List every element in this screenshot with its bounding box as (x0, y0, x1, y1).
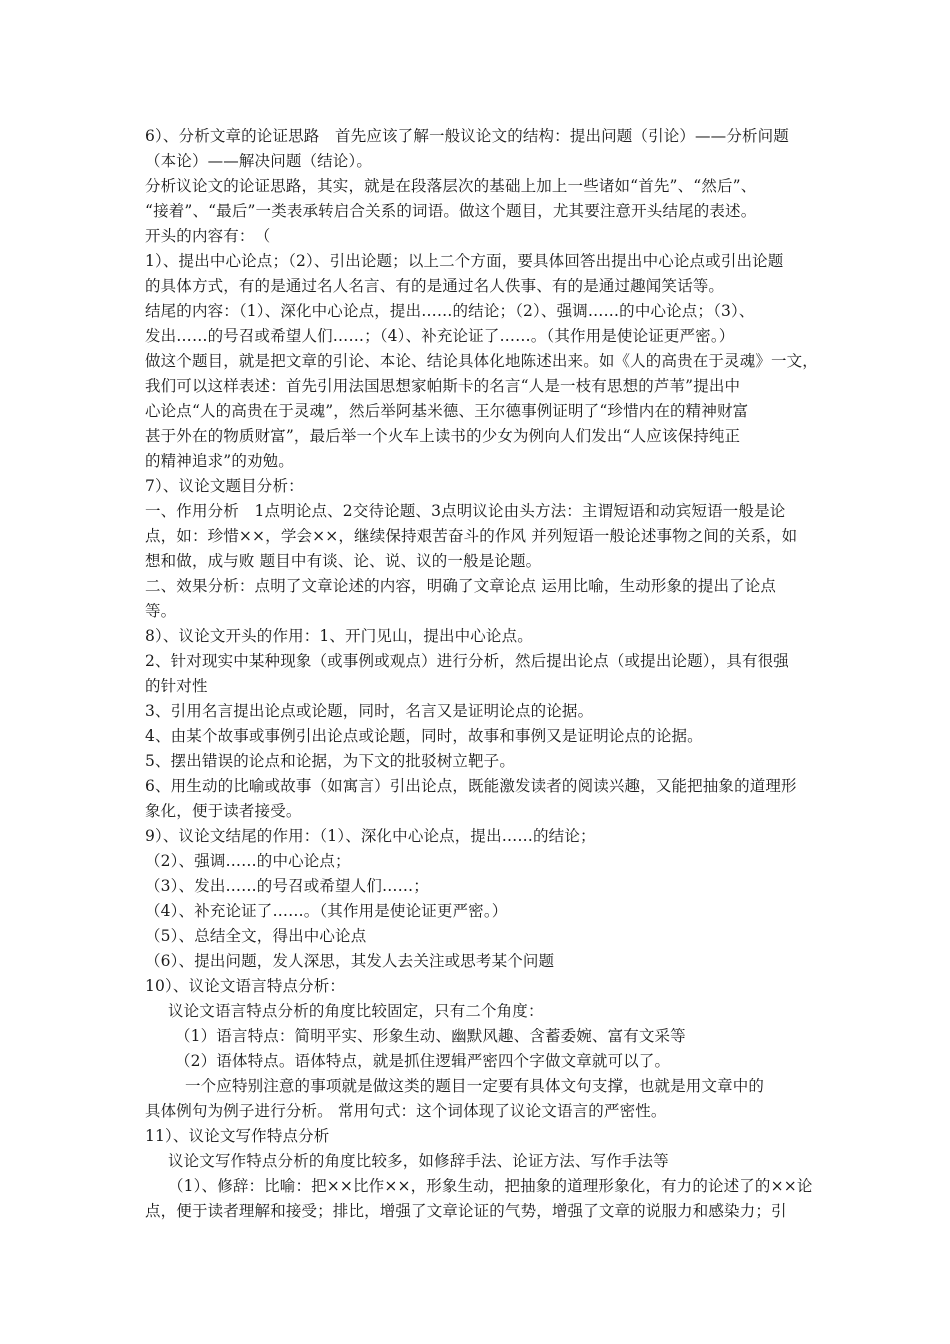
text-line: 2、针对现实中某种现象（或事例或观点）进行分析，然后提出论点（或提出论题），具有很强 (145, 652, 789, 670)
section-heading: 11）、议论文写作特点分析 (145, 1127, 330, 1145)
text-line: 1）、提出中心论点；（2）、引出论题；以上二个方面，要具体回答出提出中心论点或引出论题 (145, 252, 784, 270)
text-line: 我们可以这样表述：首先引用法国思想家帕斯卡的名言“人是一枝有思想的芦苇”提出中 (145, 377, 741, 395)
text-line: 想和做，成与败 题目中有谈、论、说、议的一般是论题。 (145, 552, 542, 570)
section-heading: 9）、议论文结尾的作用：（1）、深化中心论点，提出……的结论； (145, 827, 596, 845)
text-line: 议论文写作特点分析的角度比较多，如修辞手法、论证方法、写作手法等 (168, 1152, 669, 1170)
text-line: （2）语体特点。语体特点，就是抓住逻辑严密四个字做文章就可以了。 (175, 1052, 671, 1070)
text-line: （2）、强调……的中心论点； (145, 852, 351, 870)
text-line: 5、摆出错误的论点和论据，为下文的批驳树立靶子。 (145, 752, 515, 770)
text-line: （6）、提出问题，发人深思，其发人去关注或思考某个问题 (145, 952, 555, 970)
text-line: 开头的内容有： （ (145, 227, 271, 245)
text-line: 点，便于读者理解和接受；排比，增强了文章论证的气势，增强了文章的说服力和感染力；引 (145, 1202, 787, 1220)
text-line: 的具体方式，有的是通过名人名言、有的是通过名人佚事、有的是通过趣闻笑话等。 (145, 277, 725, 295)
text-line: 一、作用分析 1点明论点、2交待论题、3点明议论由头方法：主谓短语和动宾短语一般是论 (145, 502, 786, 520)
text-line: 等。 (145, 602, 177, 620)
text-line: 3、引用名言提出论点或论题，同时，名言又是证明论点的论据。 (145, 702, 594, 720)
text-line: 结尾的内容：（1）、深化中心论点，提出……的结论；（2）、强调……的中心论点；（3）、 (145, 302, 755, 320)
section-heading: 10）、议论文语言特点分析： (145, 977, 346, 995)
text-line: （4）、补充论证了……。（其作用是使论证更严密。） (145, 902, 508, 920)
text-line: 做这个题目，就是把文章的引论、本论、结论具体化地陈述出来。如《人的高贵在于灵魂》一文， (145, 352, 818, 370)
section-heading: 8）、议论文开头的作用：1、开门见山，提出中心论点。 (145, 627, 533, 645)
text-line: 具体例句为例子进行分析。 常用句式：这个词体现了议论文语言的严密性。 (145, 1102, 667, 1120)
text-line: 分析议论文的论证思路，其实，就是在段落层次的基础上加上一些诸如“首先”、“然后”、 (145, 177, 757, 195)
text-line: （5）、总结全文，得出中心论点 (145, 927, 367, 945)
text-line: 象化，便于读者接受。 (145, 802, 302, 820)
text-line: 的针对性 (145, 677, 208, 695)
text-line: 甚于外在的物质财富”，最后举一个火车上读书的少女为例向人们发出“人应该保持纯正 (145, 427, 741, 445)
text-line: 议论文语言特点分析的角度比较固定，只有二个角度： (168, 1002, 544, 1020)
text-line: 心论点“人的高贵在于灵魂”，然后举阿基米德、王尔德事例证明了“珍惜内在的精神财富 (145, 402, 749, 420)
text-line: 6、用生动的比喻或故事（如寓言）引出论点，既能激发读者的阅读兴趣，又能把抽象的道理形 (145, 777, 797, 795)
text-line: 发出……的号召或希望人们……；（4）、补充论证了……。（其作用是使论证更严密。） (145, 327, 735, 345)
text-line: （本论）——解决问题（结论）。 (145, 152, 373, 170)
text-line: 的精神追求”的劝勉。 (145, 452, 294, 470)
text-line: 4、由某个故事或事例引出论点或论题，同时，故事和事例又是证明论点的论据。 (145, 727, 703, 745)
text-line: （3）、发出……的号召或希望人们……； (145, 877, 429, 895)
text-line: 一个应特别注意的事项就是做这类的题目一定要有具体文句支撑，也就是用文章中的 (185, 1077, 765, 1095)
text-line: 二、效果分析：点明了文章论述的内容，明确了文章论点 运用比喻，生动形象的提出了论点 (145, 577, 777, 595)
text-line: （1）语言特点：简明平实、形象生动、幽默风趣、含蓄委婉、富有文采等 (175, 1027, 686, 1045)
text-line: （1）、修辞：比喻：把××比作××，形象生动，把抽象的道理形象化，有力的论述了的××论 (168, 1177, 813, 1195)
text-line: 6）、分析文章的论证思路 首先应该了解一般议论文的结构：提出问题（引论）——分析问题 (145, 127, 789, 145)
section-heading: 7）、议论文题目分析： (145, 477, 304, 495)
text-line: “接着”、“最后”一类表承转启合关系的词语。做这个题目，尤其要注意开头结尾的表述。 (145, 202, 757, 220)
text-line: 点，如：珍惜××，学会××，继续保持艰苦奋斗的作风 并列短语一般论述事物之间的关系，如 (145, 527, 798, 545)
